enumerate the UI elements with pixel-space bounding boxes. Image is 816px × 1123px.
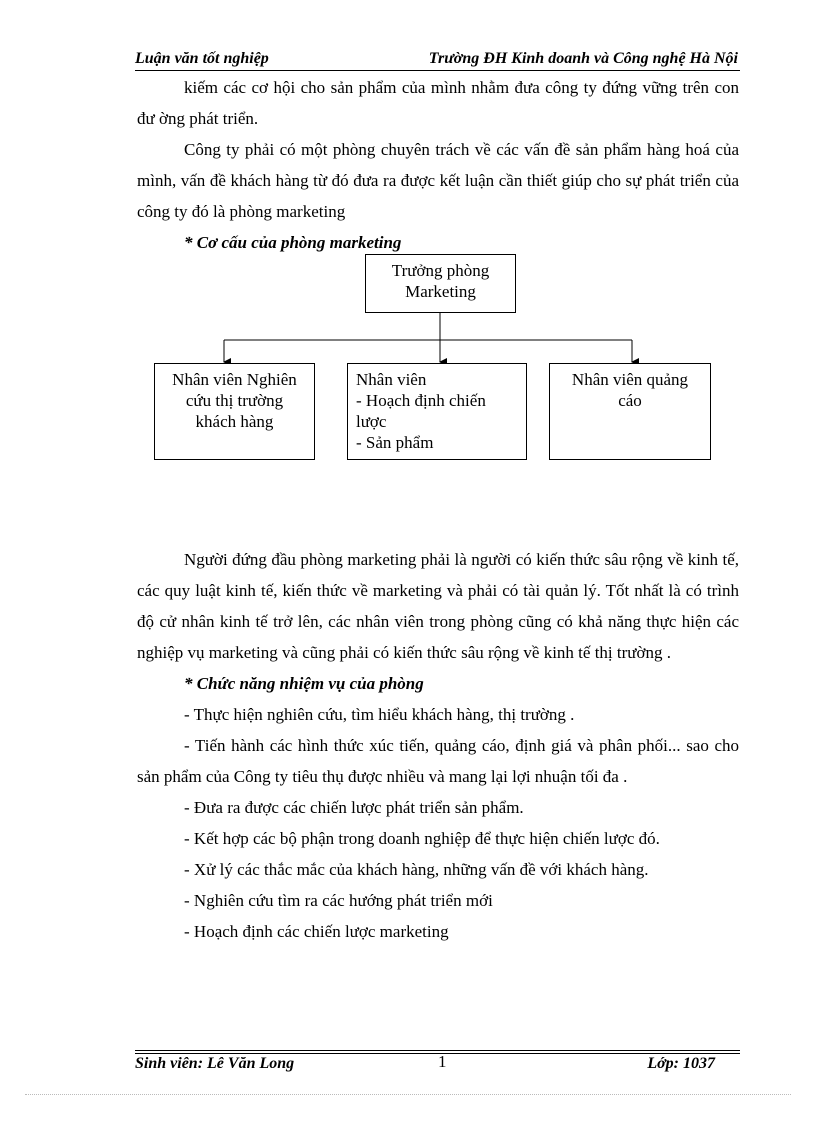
org-box-strategy-line1: Nhân viên bbox=[356, 370, 427, 389]
paragraph-3: Người đứng đầu phòng marketing phải là người có kiến thức sâu rộng về kinh tế, các quy luật kinh tế, kiến thức về marketing và phải có tài quản lý. Tốt nhất là có trình độ cử nhân kinh tế trở lên, các nhân viên trong phòng cũng có khả năng thực hiện các nghiệp vụ marketing và cũng phải có kiến thức sâu rộng về kinh tế thị trường . bbox=[137, 550, 739, 662]
org-box-research-line1: Nhân viên Nghiên bbox=[172, 370, 297, 389]
list-item: - Thực hiện nghiên cứu, tìm hiểu khách hàng, thị trường . bbox=[184, 705, 575, 724]
list-item: - Xử lý các thắc mắc của khách hàng, những vấn đề với khách hàng. bbox=[184, 860, 649, 879]
paragraph-1: kiếm các cơ hội cho sản phẩm của mình nhằm đưa công ty đứng vững trên con đư ờng phát triển. bbox=[137, 78, 739, 128]
org-box-advertising bbox=[549, 363, 711, 460]
footer-rule-top bbox=[135, 1050, 740, 1051]
footer-class: Lớp: 1037 bbox=[647, 1055, 715, 1072]
list-item: - Đưa ra được các chiến lược phát triển sản phẩm. bbox=[184, 798, 524, 817]
org-box-research bbox=[154, 363, 315, 460]
org-box-research-line2: cứu thị trường bbox=[185, 391, 284, 410]
section-heading-structure: * Cơ cấu của phòng marketing bbox=[184, 233, 402, 252]
page-number: 1 bbox=[438, 1052, 447, 1071]
org-box-advertising-line2: cáo bbox=[618, 391, 642, 410]
page-footer bbox=[135, 1052, 740, 1077]
org-box-advertising-line1: Nhân viên quảng bbox=[571, 370, 689, 389]
org-box-strategy bbox=[347, 363, 527, 460]
top-text-block bbox=[137, 72, 739, 258]
org-box-strategy-line3: lược bbox=[356, 412, 387, 431]
bottom-text-block bbox=[137, 544, 739, 947]
org-box-strategy-line2: - Hoạch định chiến bbox=[356, 391, 486, 410]
org-box-research-line3: khách hàng bbox=[195, 412, 274, 431]
org-box-head-line2: Marketing bbox=[405, 282, 476, 301]
header-rule bbox=[135, 70, 740, 71]
list-item: - Nghiên cứu tìm ra các hướng phát triển mới bbox=[184, 891, 493, 910]
header-right-title: Trường ĐH Kinh doanh và Công nghệ Hà Nội bbox=[428, 50, 738, 67]
header-left-title: Luận văn tốt nghiệp bbox=[135, 50, 269, 67]
list-item: - Kết hợp các bộ phận trong doanh nghiệp để thực hiện chiến lược đó. bbox=[184, 829, 660, 848]
paragraph-2: Công ty phải có một phòng chuyên trách về các vấn đề sản phẩm hàng hoá của mình, vấn đề khách hàng từ đó đưa ra được kết luận cần thiết giúp cho sự phát triển của công ty đó là phòng marketing bbox=[137, 140, 739, 221]
list-item: - Hoạch định các chiến lược marketing bbox=[184, 922, 449, 941]
page-edge-dotted-line bbox=[25, 1094, 791, 1095]
list-item: - Tiến hành các hình thức xúc tiến, quảng cáo, định giá và phân phối... sao cho sản phẩm của Công ty tiêu thụ được nhiều và mang lại lợi nhuận tối đa . bbox=[137, 736, 739, 786]
footer-student: Sinh viên: Lê Văn Long bbox=[135, 1055, 295, 1072]
org-box-head bbox=[365, 254, 516, 313]
org-box-strategy-line4: - Sản phẩm bbox=[356, 433, 434, 452]
page-header bbox=[135, 50, 740, 70]
section-heading-functions: * Chức năng nhiệm vụ của phòng bbox=[184, 674, 424, 693]
org-box-head-line1: Trưởng phòng bbox=[391, 261, 490, 280]
